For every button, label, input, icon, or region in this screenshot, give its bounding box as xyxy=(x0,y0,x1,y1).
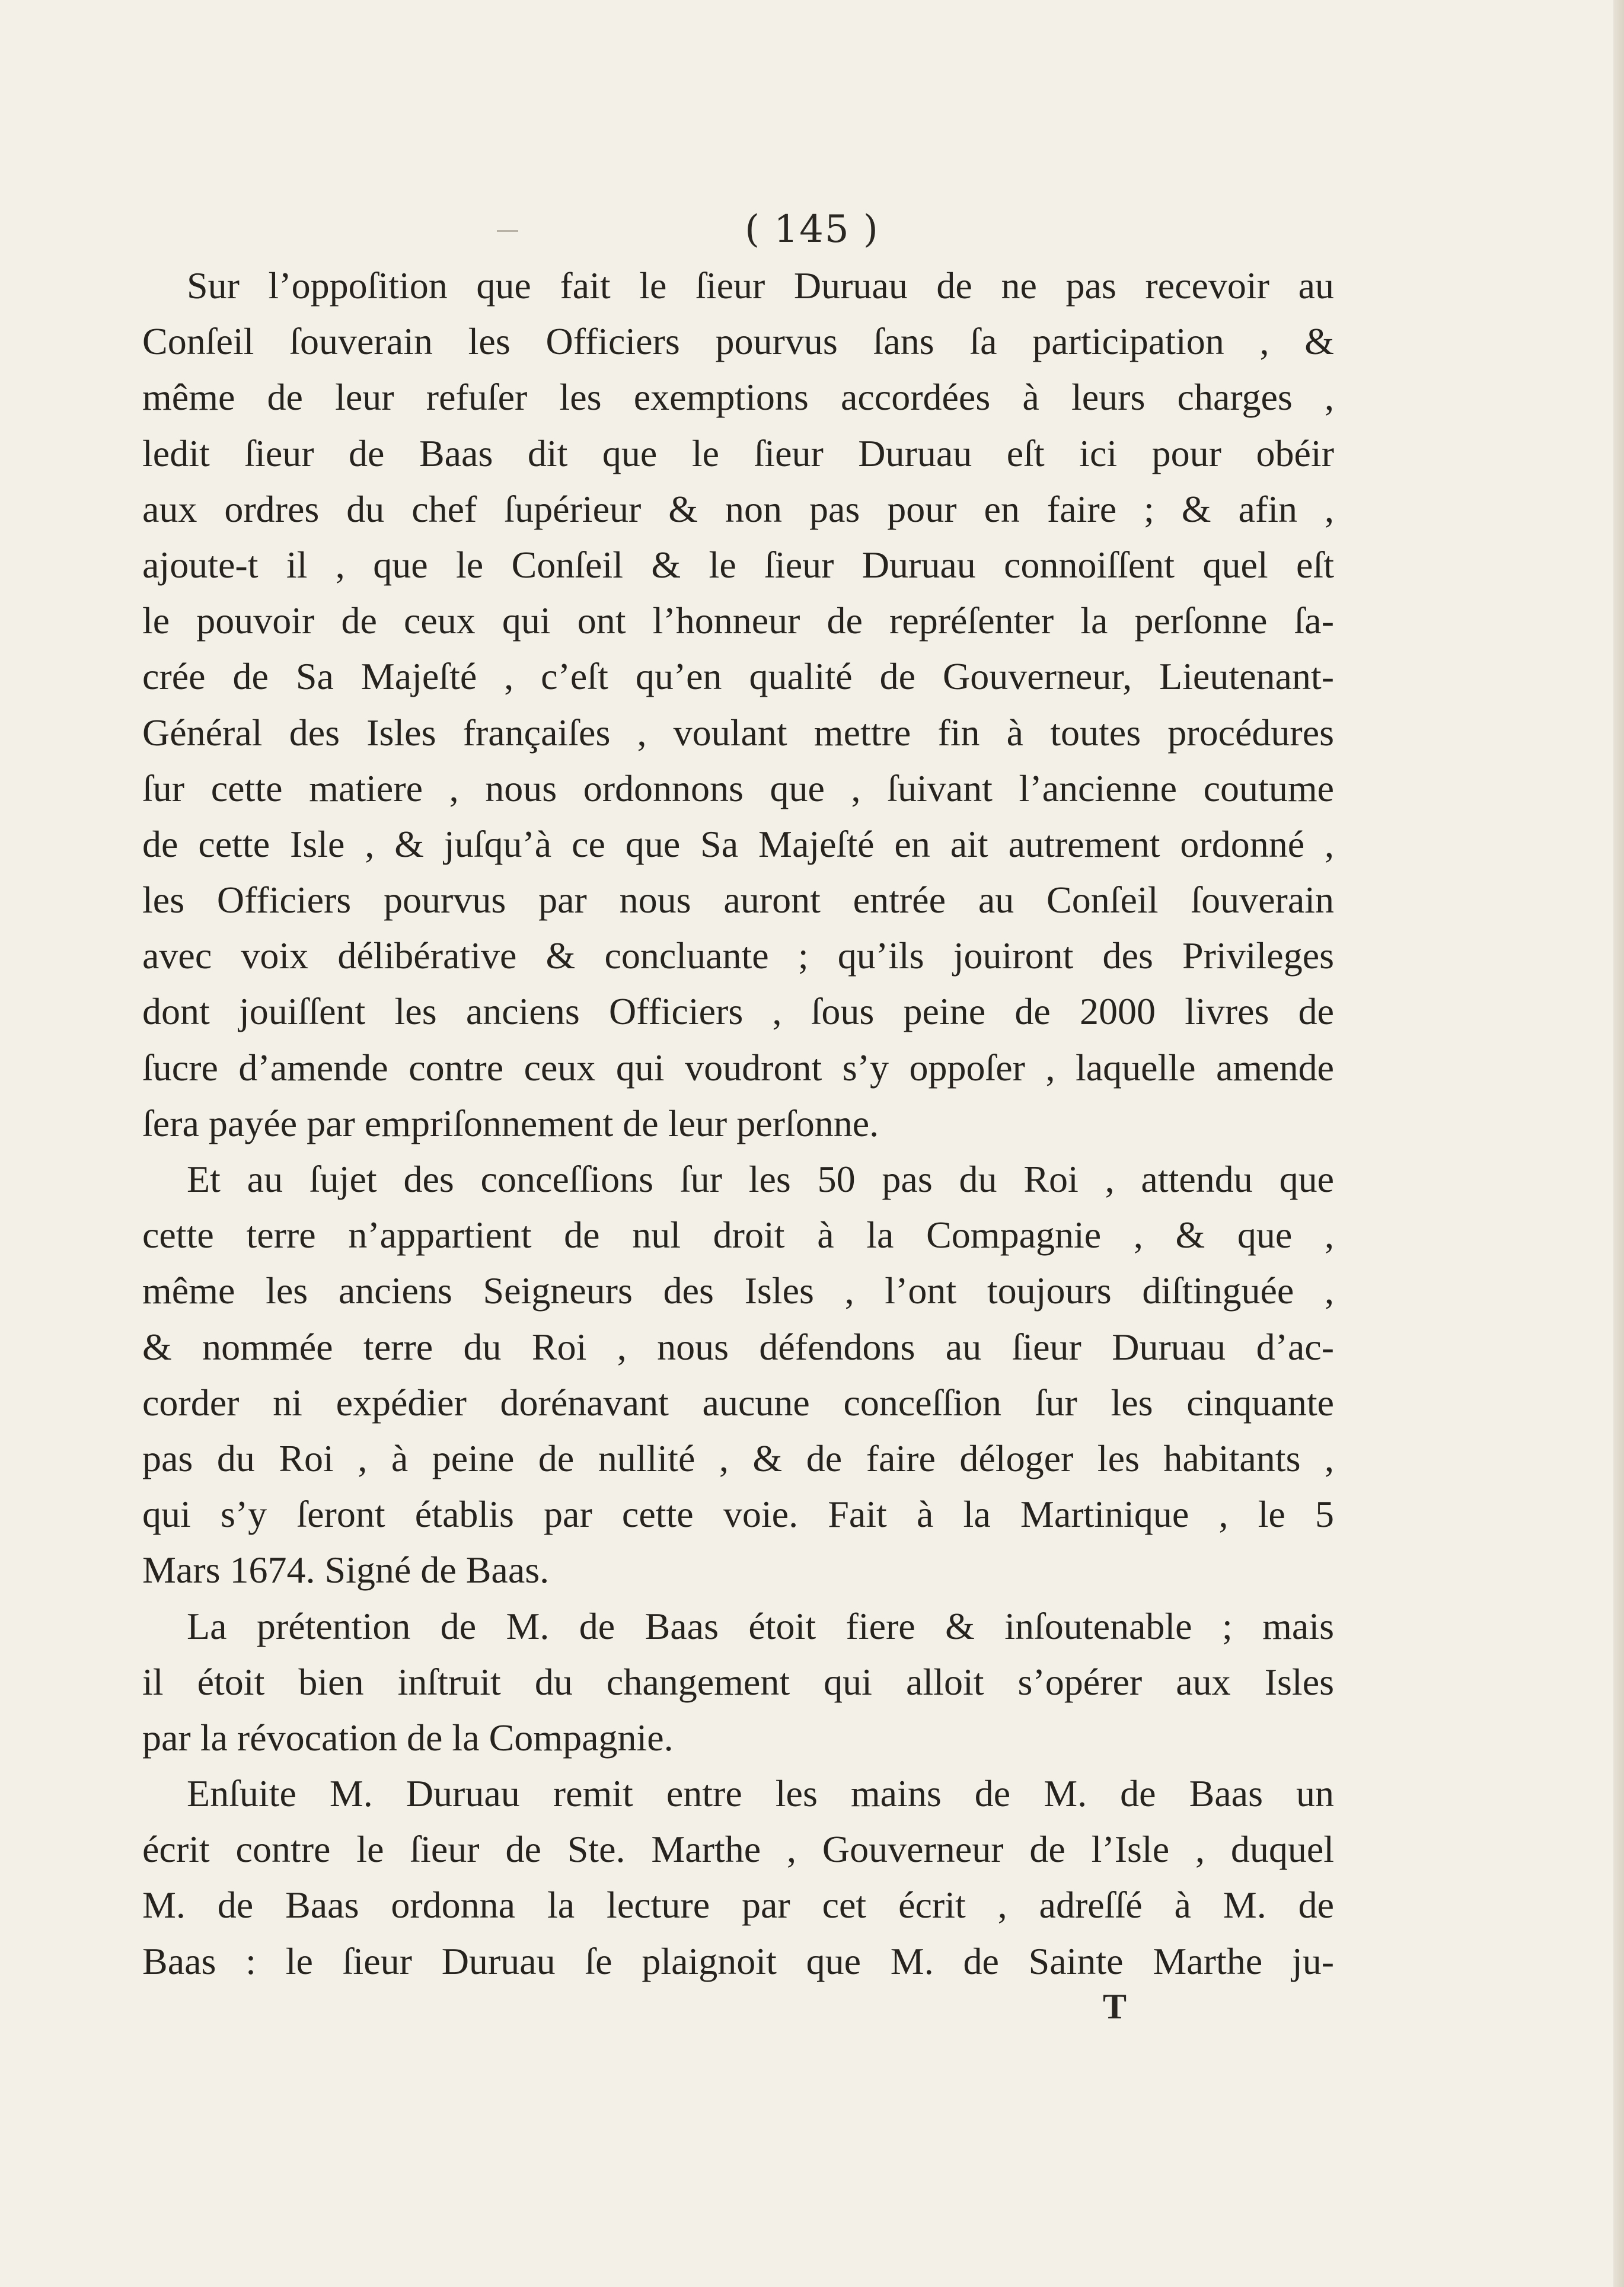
text-line: cette terre n’appartient de nul droit à la Compagnie , & que , xyxy=(142,1214,1334,1256)
text-line: Baas : le ſieur Duruau ſe plaignoit que M. de Sainte Marthe ju- xyxy=(142,1940,1334,1982)
text-line: La prétention de M. de Baas étoit fiere & inſoutenable ; mais xyxy=(187,1605,1334,1647)
text-line: ledit ſieur de Baas dit que le ſieur Duruau eſt ici pour obéir xyxy=(142,432,1334,474)
text-line: crée de Sa Majeſté , c’eſt qu’en qualité de Gouverneur, Lieutenant- xyxy=(142,655,1334,698)
text-line: M. de Baas ordonna la lecture par cet écrit , adreſſé à M. de xyxy=(142,1884,1334,1926)
body-text xyxy=(142,258,1334,1989)
text-line: qui s’y ſeront établis par cette voie. Fait à la Martinique , le 5 xyxy=(142,1493,1334,1536)
text-line: écrit contre le ſieur de Ste. Marthe , Gouverneur de l’Isle , duquel xyxy=(142,1828,1334,1871)
text-line: même de leur refuſer les exemptions accordées à leurs charges , xyxy=(142,376,1334,419)
text-line: il étoit bien inſtruit du changement qui alloit s’opérer aux Isles xyxy=(142,1660,1334,1703)
text-line: pas du Roi , à peine de nullité , & de faire déloger les habitants , xyxy=(142,1437,1334,1479)
page-edge xyxy=(1613,0,1624,2287)
text-line: ſucre d’amende contre ceux qui voudront s’y oppoſer , laquelle amende xyxy=(142,1046,1334,1089)
text-line: avec voix délibérative & concluante ; qu’ils jouiront des Privileges xyxy=(142,934,1334,977)
signature-mark: T xyxy=(1103,1987,1127,2026)
text-line: & nommée terre du Roi , nous défendons au ſieur Duruau d’ac- xyxy=(142,1325,1334,1368)
page-number: ( 145 ) xyxy=(745,208,879,251)
text-line: ajoute-t il , que le Conſeil & le ſieur Duruau connoiſſent quel eſt xyxy=(142,543,1334,586)
text-line: Et au ſujet des conceſſions ſur les 50 pas du Roi , attendu que xyxy=(187,1158,1334,1200)
text-line: Conſeil ſouverain les Officiers pourvus ſans ſa participation , & xyxy=(142,320,1334,363)
text-line: même les anciens Seigneurs des Isles , l’ont toujours diſtinguée , xyxy=(142,1270,1334,1312)
text-line: ſera payée par empriſonnement de leur perſonne. xyxy=(142,1102,879,1144)
text-line: par la révocation de la Compagnie. xyxy=(142,1716,674,1759)
text-line: Mars 1674. Signé de Baas. xyxy=(142,1549,550,1591)
text-line: dont jouiſſent les anciens Officiers , ſous peine de 2000 livres de xyxy=(142,990,1334,1033)
text-line: ſur cette matiere , nous ordonnons que , ſuivant l’ancienne coutume xyxy=(142,767,1334,809)
text-line: aux ordres du chef ſupérieur & non pas pour en faire ; & afin , xyxy=(142,487,1334,530)
text-line: de cette Isle , & juſqu’à ce que Sa Majeſté en ait autrement ordonné , xyxy=(142,822,1334,865)
text-line: Enſuite M. Duruau remit entre les mains de M. de Baas un xyxy=(187,1772,1334,1815)
text-line: le pouvoir de ceux qui ont l’honneur de repréſenter la perſonne ſa- xyxy=(142,599,1334,642)
text-line: corder ni expédier dorénavant aucune conceſſion ſur les cinquante xyxy=(142,1381,1334,1424)
text-line: les Officiers pourvus par nous auront entrée au Conſeil ſouverain xyxy=(142,879,1334,921)
text-line: Général des Isles françaiſes , voulant mettre fin à toutes procédures xyxy=(142,711,1334,754)
text-line: Sur l’oppoſition que fait le ſieur Duruau de ne pas recevoir au xyxy=(187,264,1334,307)
